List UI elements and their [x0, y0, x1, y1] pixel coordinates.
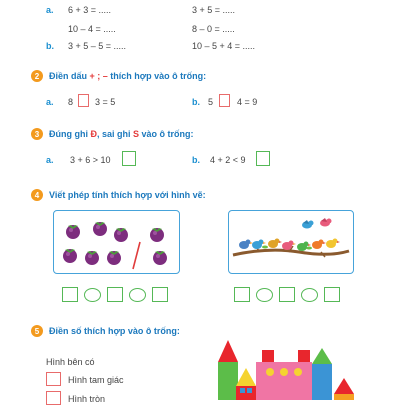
- answer-box[interactable]: [46, 372, 61, 386]
- mangosteen-icon: [93, 222, 107, 236]
- math-expression: 8 – 0 = .....: [192, 24, 235, 34]
- bird-icon: [302, 220, 314, 229]
- tower-rect: [236, 386, 256, 400]
- number-box[interactable]: [62, 287, 78, 302]
- leaf: [262, 246, 268, 249]
- answer-box[interactable]: [46, 391, 61, 405]
- row-a-label: a.: [46, 97, 54, 107]
- sign-circle[interactable]: [129, 288, 146, 302]
- title-signs: + ; –: [89, 71, 108, 81]
- circle-shape: [294, 368, 302, 376]
- tower-rect: [334, 394, 354, 400]
- triangle-shape: [334, 378, 354, 394]
- question-title: [49, 71, 206, 81]
- circle-shape: [280, 368, 288, 376]
- circle-shape: [266, 368, 274, 376]
- mangosteen-illustration: [54, 211, 178, 272]
- question-title: Điền số thích hợp vào ô trống:: [49, 326, 180, 336]
- number-box[interactable]: [152, 287, 168, 302]
- bird-icon: [326, 239, 340, 249]
- shape-count-label: Hình tam giác: [68, 375, 124, 385]
- answer-row: [234, 287, 340, 302]
- mangosteen-icon: [153, 251, 167, 265]
- row-a-label: a.: [46, 5, 54, 15]
- mangosteen-icon: [150, 228, 164, 242]
- number-box[interactable]: [324, 287, 340, 302]
- mangosteen-icon: [114, 228, 128, 242]
- math-expression: 4 = 9: [237, 97, 258, 107]
- math-expression: 3 + 6 > 10: [70, 155, 111, 165]
- bird-icon: [239, 240, 253, 250]
- square-shape: [240, 388, 245, 393]
- answer-box[interactable]: [219, 94, 230, 107]
- math-operand: 8: [68, 97, 74, 107]
- castle-wall: [256, 362, 312, 400]
- math-expression: 3 = 5: [95, 97, 116, 107]
- math-expression: 10 – 5 + 4 = .....: [192, 41, 256, 51]
- row-b-label: b.: [192, 97, 200, 107]
- mangosteen-icon: [63, 249, 77, 263]
- number-box[interactable]: [107, 287, 123, 302]
- math-expression: 3 + 5 – 5 = .....: [68, 41, 127, 51]
- bird-icon: [297, 242, 311, 252]
- row-b-label: b.: [192, 155, 200, 165]
- intro-text: Hình bên có: [46, 357, 95, 367]
- number-box[interactable]: [234, 287, 250, 302]
- triangle-shape: [218, 340, 238, 362]
- title-text: Đúng ghi: [49, 129, 91, 139]
- shape-count-label: Hình tròn: [68, 394, 106, 404]
- question-title: [49, 129, 194, 139]
- bird-icon: [282, 241, 296, 251]
- birds-picture: [228, 210, 354, 274]
- branch: [233, 250, 349, 255]
- answer-row: [62, 287, 168, 302]
- birds-illustration: [229, 211, 352, 272]
- mangosteen-icon: [85, 251, 99, 265]
- math-expression: 4 + 2 < 9: [210, 155, 246, 165]
- question-title: Viết phép tính thích hợp với hình vẽ:: [49, 190, 206, 200]
- square-shape: [262, 350, 274, 362]
- title-text: , sai ghi: [97, 129, 134, 139]
- title-s: S: [133, 129, 140, 139]
- title-text: thích hợp vào ô trống:: [107, 71, 207, 81]
- math-expression: 6 + 3 = .....: [68, 5, 112, 15]
- square-shape: [298, 350, 310, 362]
- row-a-label: a.: [46, 155, 54, 165]
- sign-circle[interactable]: [84, 288, 101, 302]
- title-d: Đ: [90, 129, 97, 139]
- mangosteen-picture: [53, 210, 180, 274]
- question-number-badge: 2: [31, 70, 43, 82]
- tower-rect: [218, 362, 238, 400]
- answer-box[interactable]: [256, 151, 270, 166]
- bird-icon: [320, 218, 332, 227]
- square-shape: [247, 388, 252, 393]
- row-b-label: b.: [46, 41, 54, 51]
- question-number-badge: 5: [31, 325, 43, 337]
- title-text: vào ô trống:: [139, 129, 194, 139]
- sign-circle[interactable]: [256, 288, 273, 302]
- tower-rect: [312, 364, 332, 400]
- castle-illustration: [214, 338, 360, 400]
- answer-box[interactable]: [122, 151, 136, 166]
- sign-circle[interactable]: [301, 288, 318, 302]
- slash-mark: [133, 242, 140, 269]
- question-number-badge: 3: [31, 128, 43, 140]
- mangosteen-icon: [66, 225, 80, 239]
- question-number-badge: 4: [31, 189, 43, 201]
- number-box[interactable]: [279, 287, 295, 302]
- triangle-shape: [312, 348, 332, 364]
- title-text: Điền dấu: [49, 71, 90, 81]
- bird-icon: [268, 239, 282, 249]
- math-expression: 10 – 4 = .....: [68, 24, 116, 34]
- mangosteen-icon: [107, 251, 121, 265]
- answer-box[interactable]: [78, 94, 89, 107]
- math-expression: 3 + 5 = .....: [192, 5, 236, 15]
- triangle-shape: [236, 368, 256, 386]
- math-operand: 5: [208, 97, 214, 107]
- bird-icon: [312, 240, 326, 250]
